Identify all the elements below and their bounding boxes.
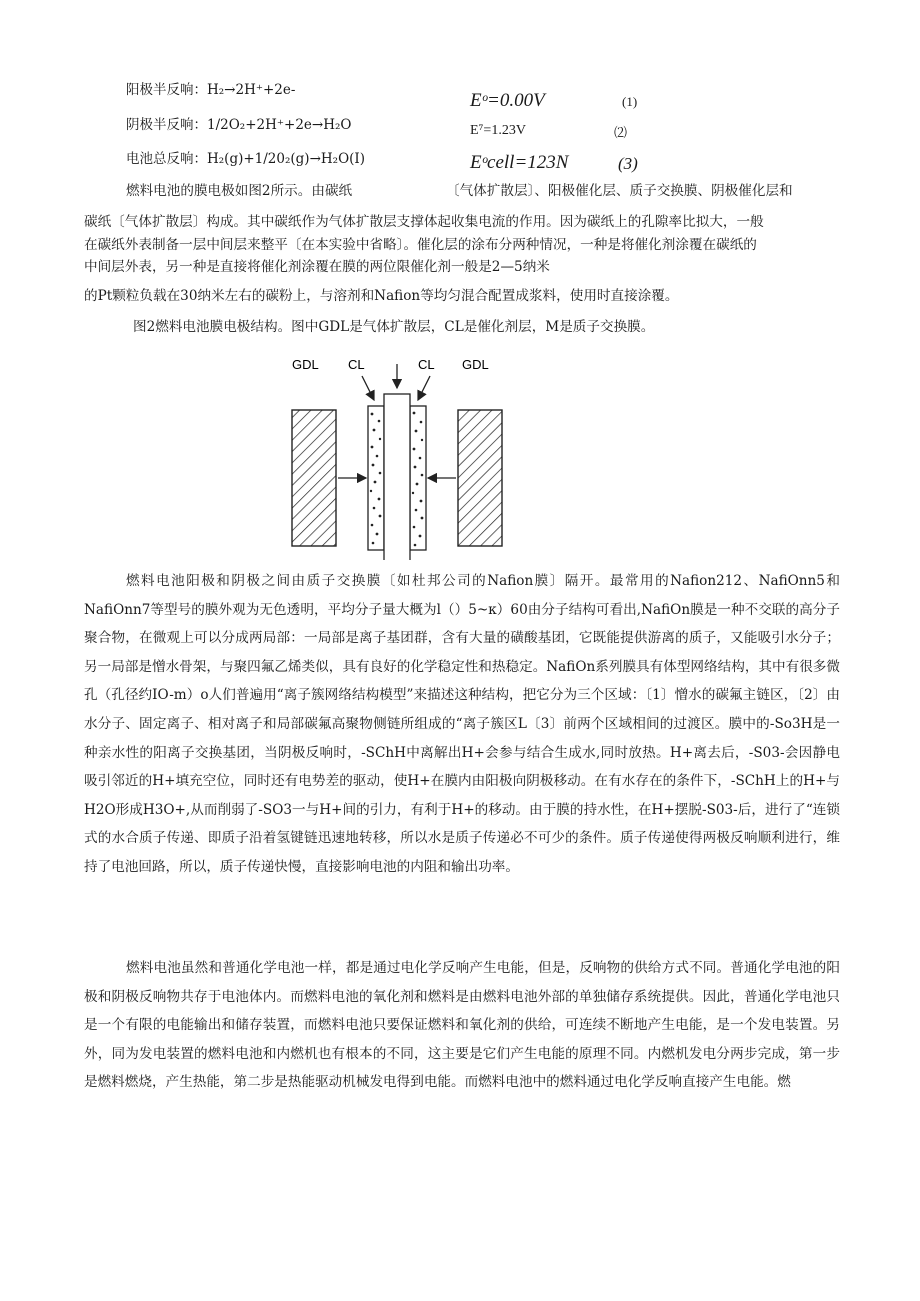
intro-line-1-left: 燃料电池的膜电极如图2所示。由碳纸 [126,183,353,199]
gdl-left [292,410,336,546]
label-gdl-right: GDL [462,357,489,372]
label-cl-right: CL [418,357,435,372]
equation-formula: H₂(g)+1/20₂(g)→H₂O(I) [207,151,366,167]
intro-line-1-right: 〔气体扩散层〕、阳极催化层、质子交换膜、阴极催化层和 [446,183,793,199]
intro-line-2: 碳纸〔气体扩散层〕构成。其中碳纸作为气体扩散层支撑体起收集电流的作用。因为碳纸上的孔隙率比拟大，一般 [84,214,764,230]
cl-right [410,406,426,550]
equation-potential: Eᵒcell=123N [470,152,569,173]
membrane [384,394,410,560]
cl-left [368,406,384,550]
equation-3 [126,147,365,167]
gdl-right [458,410,502,546]
paragraph-comparison: 燃料电池虽然和普通化学电池一样，都是通过电化学反响产生电能，但是，反响物的供给方式不同。普通化学电池的阳极和阴极反响物共存于电池体内。而燃料电池的氧化剂和燃料是由燃料电池外部的单独储存系统提供。因此，普通化学电池只是一个有限的电能输出和储存装置，而燃料电池只要保证燃料和氧化剂的供给，可连续不断地产生电能，是一个发电装置。另外，同为发电装置的燃料电池和内燃机也有根本的不同，这主要是它们产生电能的原理不同。内燃机发电分两步完成，第一步是燃料燃烧，产生热能，第二步是热能驱动机械发电得到电能。而燃料电池中的燃料通过电化学反响直接产生电能。燃 [84,960,840,1091]
intro-line-5: 的Pt颗粒负载在30纳米左右的碳粉上，与溶剂和Nafion等均匀混合配置成浆料，使用时直接涂覆。 [84,288,679,304]
equation-number: (1) [622,94,638,109]
equation-label: 阳极半反响： [126,82,207,98]
membrane-electrode-figure [280,350,520,560]
equation-potential: E⁷=1.23V [470,123,526,138]
equation-formula: H₂→2H⁺+2e- [207,82,296,98]
membrane-electrode-diagram [280,350,520,560]
label-cl-left: CL [348,357,365,372]
equation-2 [126,113,351,133]
arrow-cl-right [418,376,430,400]
figure-caption: 图2燃料电池膜电极结构。图中GDL是气体扩散层，CL是催化剂层，M是质子交换膜。 [133,319,655,335]
equation-label: 电池总反响： [126,151,207,167]
equation-number: (3) [618,154,638,173]
intro-line-4: 中间层外表，另一种是直接将催化剂涂覆在膜的两位限催化剂一般是2—5纳米 [84,259,550,275]
equation-label: 阴极半反响： [126,117,207,133]
equation-formula: 1/2O₂+2H⁺+2e→H₂O [207,117,352,133]
paragraph-nafion: 燃料电池阳极和阴极之间由质子交换膜〔如杜邦公司的Nafion膜〕隔开。最常用的Nafion212、NafiOnn5和NafiOnn7等型号的膜外观为无色透明，平均分子量大概为l（）5~κ）60由分子结构可看出,NafiOn膜是一种不交联的高分子聚合物，在微观上可以分成两局部：一局部是离子基团群，含有大量的磺酸基团，它既能提供游离的质子，又能吸引水分子；另一局部是憎水骨架，与聚四氟乙烯类似，具有良好的化学稳定性和热稳定。NafiOn系列膜具有体型网络结构，其中有很多微孔（孔径约IO-m）o人们普遍用“离子簇网络结构模型”来描述这种结构，把它分为三个区域：〔1〕憎水的碳氟主链区，〔2〕由水分子、固定离子、相对离子和局部碳氟高聚物侧链所组成的“离子簇区L〔3〕前两个区域相间的过渡区。膜中的-So3H是一种亲水性的阳离子交换基团，当阴极反响时，-SChH中离解出H+会参与结合生成水,同时放热。H+离去后，-S03-会因静电吸引邻近的H+填充空位，同时还有电势差的驱动，使H+在膜内由阳极向阴极移动。在有水存在的条件下，-SChH上的H+与H2O形成H3O+,从而削弱了-SO3一与H+间的引力，有利于H+的移动。由于膜的持水性，在H+摆脱-S03-后，进行了“连锁式的水合质子传递、即质子沿着氢键链迅速地转移，所以水是质子传递必不可少的条件。质子传递使得两极反响顺利进行，维持了电池回路，所以，质子传递快慢，直接影响电池的内阻和输出功率。 [84,573,840,875]
equation-potential: Eᵒ=0.00V [470,90,545,111]
label-gdl-left: GDL [292,357,319,372]
equation-number: ⑵ [614,125,628,140]
intro-line-3: 在碳纸外表制备一层中间层来整平〔在本实验中省略〕。催化层的涂布分两种情况，一种是将催化剂涂覆在碳纸的 [84,237,757,253]
arrow-cl-left [362,376,374,400]
equation-1 [126,78,295,98]
